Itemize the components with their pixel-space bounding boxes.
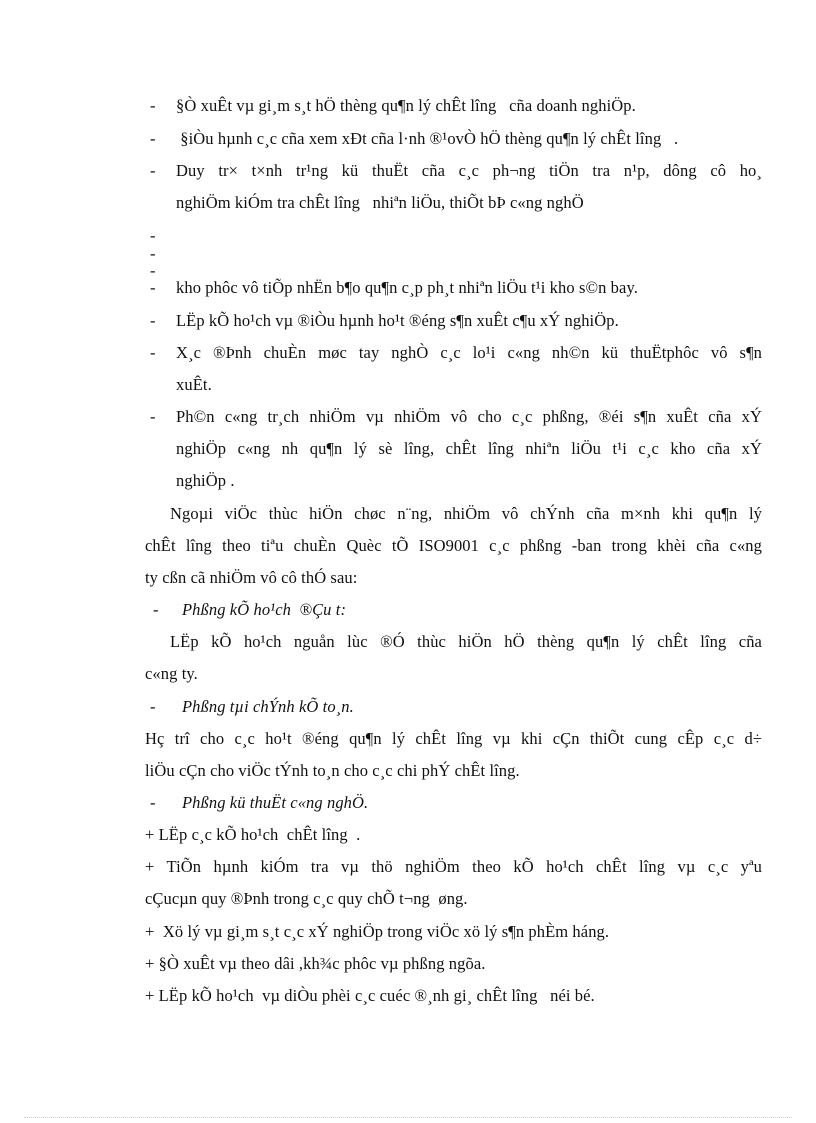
list-dash: - xyxy=(153,600,159,619)
text-line: nghiÖm kiÓm tra chÊt lîng nhiªn liÖu, thiÕt bÞ c«ng nghÖ xyxy=(176,193,584,212)
section-heading: Phßng kü thuËt c«ng nghÖ. xyxy=(182,793,369,812)
text-line: nghiÖp c«ng nh qu¶n lý sè lîng, chÊt lîng nhiªn liÖu t¹i c¸c kho cña xÝ xyxy=(176,439,762,458)
list-dash: - xyxy=(150,161,156,180)
paragraph-line: liÖu cÇn cho viÖc tÝnh to¸n cho c¸c chi phÝ chÊt lîng. xyxy=(145,761,520,780)
section-heading: Phßng tµi chÝnh kÕ to¸n. xyxy=(182,697,354,716)
text-line: Duy tr× t×nh tr¹ng kü thuËt cña c¸c ph¬ng tiÖn tra n¹p, dông cô ho¸ xyxy=(176,161,762,180)
list-dash: - xyxy=(150,261,156,280)
list-dash: - xyxy=(150,244,156,263)
text-line: LËp kÕ ho¹ch vµ ®iÒu hµnh ho¹t ®éng s¶n xuÊt c¶u xÝ nghiÖp. xyxy=(176,311,619,330)
text-line: Ph©n c«ng tr¸ch nhiÖm vµ nhiÖm vô cho c¸c phßng, ®éi s¶n xuÊt cña xÝ xyxy=(176,407,762,426)
list-dash: - xyxy=(150,343,156,362)
list-dash: - xyxy=(150,311,156,330)
text-line: §iÒu hµnh c¸c cña xem xÐt cña l·nh ®¹ovÒ hÖ thèng qu¶n lý chÊt lîng . xyxy=(176,129,679,148)
list-dash: - xyxy=(150,407,156,426)
paragraph-line: Ngoµi viÖc thùc hiÖn chøc n¨ng, nhiÖm vô chÝnh cña m×nh khi qu¶n lý xyxy=(170,504,762,523)
list-dash: - xyxy=(150,96,156,115)
plus-item: + TiÕn hµnh kiÓm tra vµ thö nghiÖm theo kÕ ho¹ch chÊt lîng vµ c¸c yªu xyxy=(145,857,762,876)
list-dash: - xyxy=(150,129,156,148)
list-dash: - xyxy=(150,697,156,716)
text-line: §Ò xuÊt vµ gi¸m s¸t hÖ thèng qu¶n lý chÊt lîng cña doanh nghiÖp. xyxy=(176,96,636,115)
section-heading: Phßng kÕ ho¹ch ®Çu t: xyxy=(182,600,347,619)
plus-item: + LËp c¸c kÕ ho¹ch chÊt lîng . xyxy=(145,825,361,844)
plus-item: cÇucµn quy ®Þnh trong c¸c quy chÕ t¬ng øng. xyxy=(145,889,468,908)
text-line: X¸c ®Þnh chuÈn møc tay nghÒ c¸c lo¹i c«ng nh©n kü thuËtphôc vô s¶n xyxy=(176,343,762,362)
plus-item: + Xö lý vµ gi¸m s¸t c¸c xÝ nghiÖp trong viÖc xö lý s¶n phÈm háng. xyxy=(145,922,610,941)
paragraph-line: chÊt lîng theo tiªu chuÈn Quèc tÕ ISO9001 c¸c phßng -ban trong khèi cña c«ng xyxy=(145,536,762,555)
list-dash: - xyxy=(150,793,156,812)
text-line: xuÊt. xyxy=(176,375,212,394)
plus-item: + §Ò xuÊt vµ theo dâi ,kh¾c phôc vµ phßng ngõa. xyxy=(145,954,486,973)
text-line: kho phôc vô tiÕp nhËn b¶o qu¶n c¸p ph¸t nhiªn liÖu t¹i kho s©n bay. xyxy=(176,278,638,297)
list-dash: - xyxy=(150,278,156,297)
text-line: nghiÖp . xyxy=(176,471,235,490)
paragraph-line: Hç trî cho c¸c ho¹t ®éng qu¶n lý chÊt lîng vµ khi cÇn thiÕt cung cÊp c¸c d÷ xyxy=(145,729,762,748)
paragraph-line: ty cßn cã nhiÖm vô cô thÓ sau: xyxy=(145,568,358,587)
plus-item: + LËp kÕ ho¹ch vµ diÒu phèi c¸c cuéc ®¸nh gi¸ chÊt lîng néi bé. xyxy=(145,986,595,1005)
page-bottom-divider xyxy=(24,1117,792,1118)
list-dash: - xyxy=(150,226,156,245)
paragraph-line: c«ng ty. xyxy=(145,664,198,683)
paragraph-line: LËp kÕ ho¹ch nguån lùc ®Ó thùc hiÖn hÖ thèng qu¶n lý chÊt lîng cña xyxy=(170,632,762,651)
